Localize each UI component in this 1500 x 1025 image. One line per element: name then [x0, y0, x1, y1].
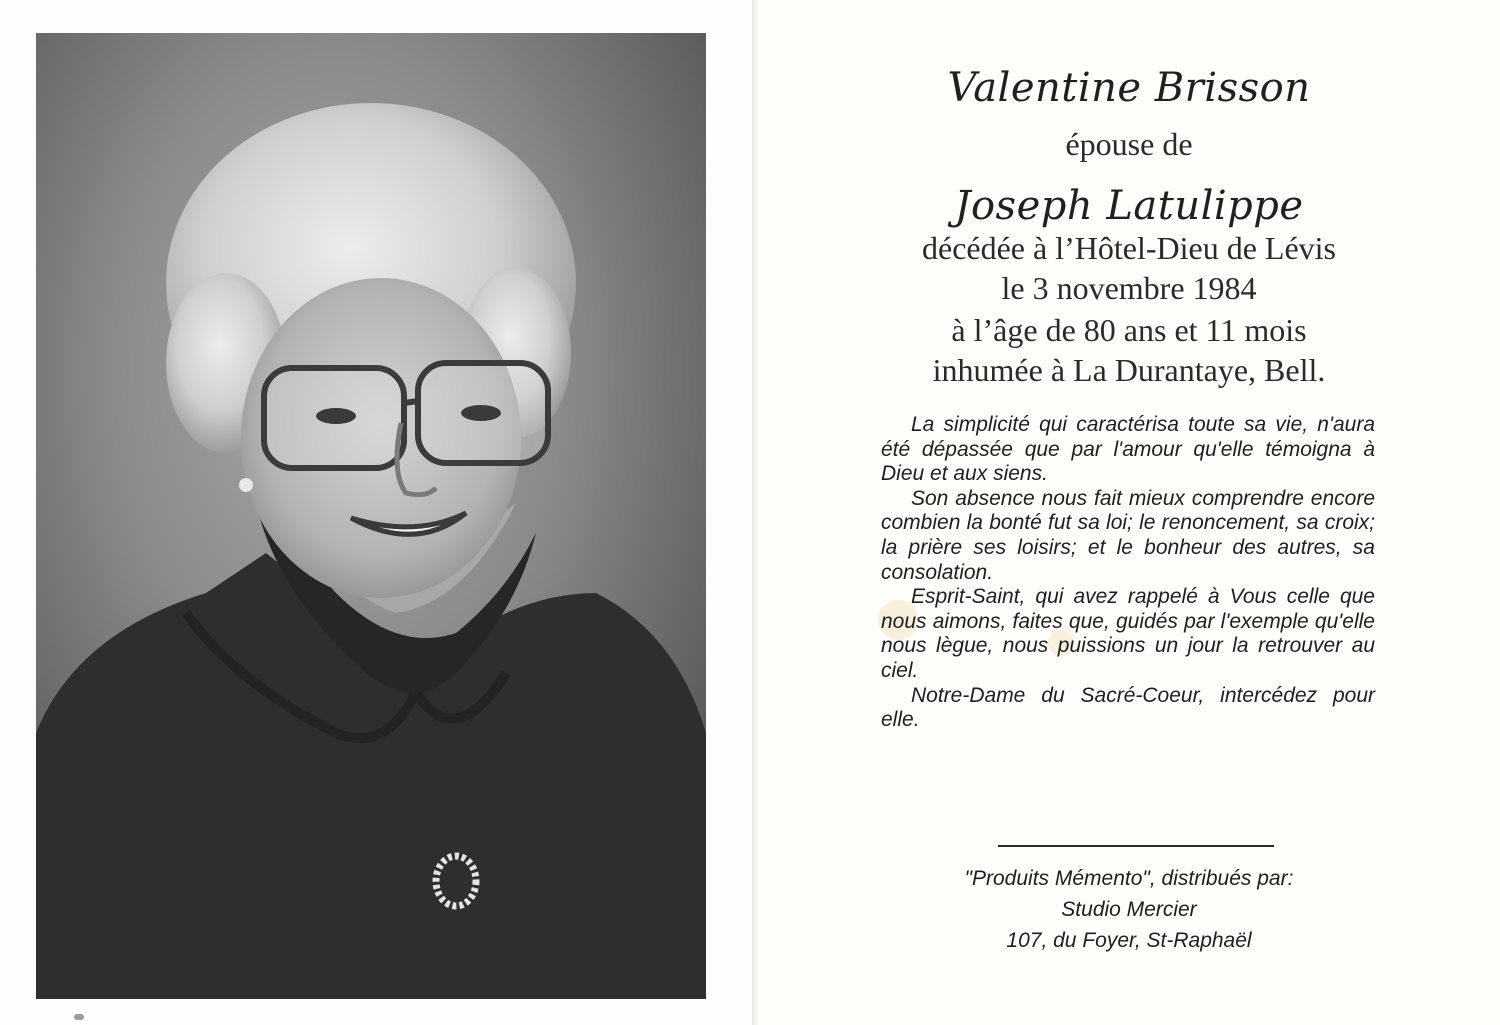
card-footer — [758, 864, 1500, 957]
divider-rule — [998, 845, 1274, 847]
studio-name: Studio Mercier — [1061, 898, 1197, 921]
scratch-mark — [74, 1014, 84, 1020]
spouse-name: Joseph Latulippe — [954, 183, 1304, 229]
relation-line: épouse de — [1065, 126, 1193, 162]
prayer-paragraph: Esprit-Saint, qui avez rappelé à Vous celle que nous aimons, faites que, guidés par l'exemple qu'elle nous lègue, nous puissions un jour la retrouver au ciel. — [881, 585, 1375, 682]
death-date-line: le 3 novembre 1984 — [1001, 270, 1257, 306]
burial-line: inhumée à La Durantaye, Bell. — [932, 352, 1326, 388]
prayer-paragraph: Notre-Dame du Sacré-Coeur, intercédez pour elle. — [881, 683, 1375, 732]
prayer-paragraph: La simplicité qui caractérisa toute sa vie, n'aura été dépassée que par l'amour qu'elle témoigna à Dieu et aux siens. — [881, 413, 1375, 486]
age-line: à l’âge de 80 ans et 11 mois — [951, 312, 1307, 348]
text-panel — [758, 0, 1500, 1025]
death-place-line: décédée à l’Hôtel-Dieu de Lévis — [921, 230, 1336, 266]
portrait-illustration — [36, 33, 706, 999]
distributor-line: "Produits Mémento", distribués par: — [964, 867, 1294, 890]
prayer-paragraph: Son absence nous fait mieux comprendre encore combien la bonté fut sa loi; le renoncement, sa croix; la prière ses loisirs; et le bonheur des autres, sa consolation. — [881, 486, 1375, 584]
prayer-text — [881, 413, 1375, 733]
portrait-photo — [36, 33, 706, 999]
studio-address: 107, du Foyer, St-Raphaël — [1006, 929, 1252, 952]
deceased-name: Valentine Brisson — [947, 65, 1311, 111]
